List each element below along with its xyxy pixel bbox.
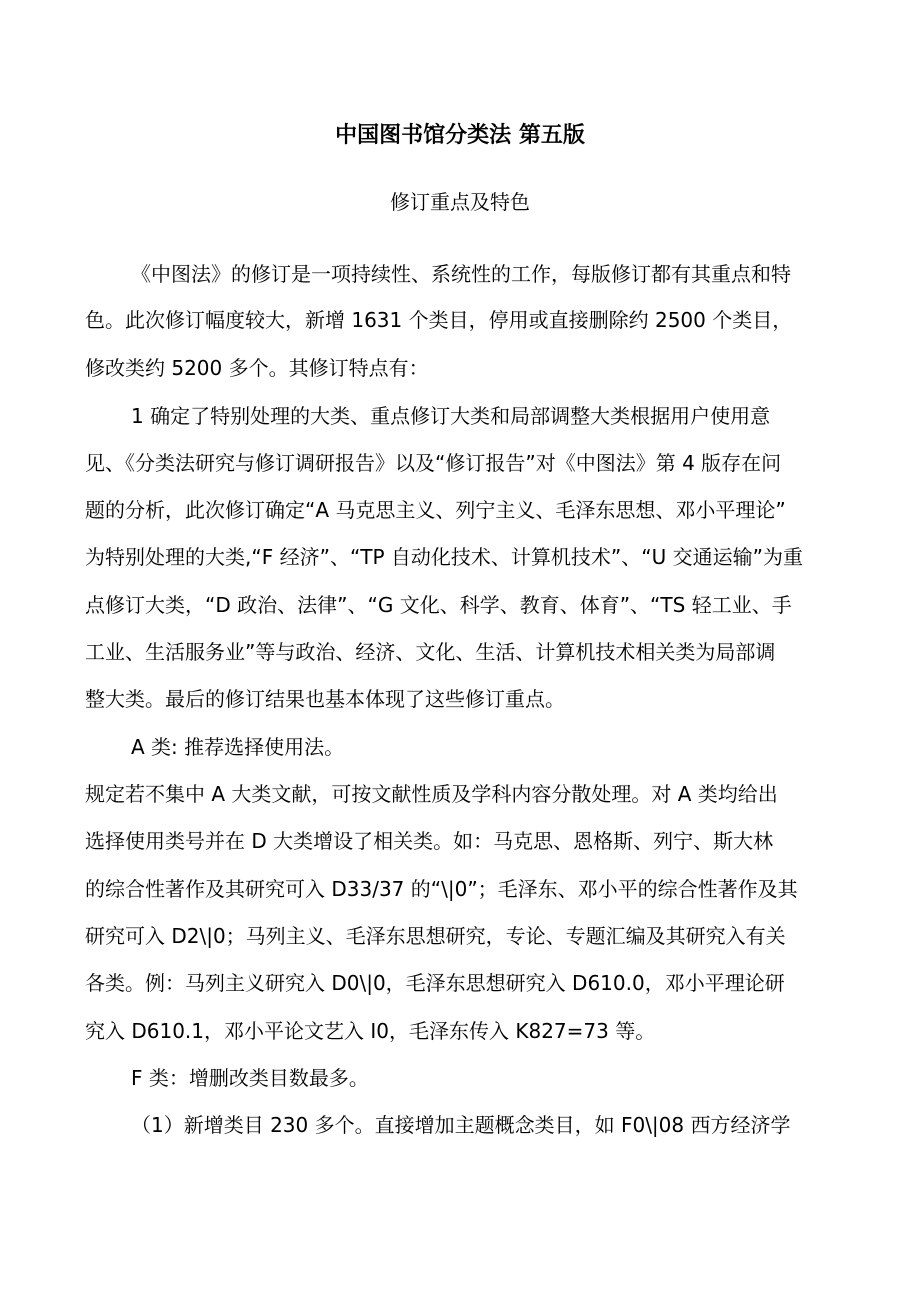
paragraph-line: 见、《分类法研究与修订调研报告》以及“修订报告”对《中图法》第 4 版存在问 (85, 451, 782, 475)
paragraph-line: F 类：增删改类目数最多。 (131, 1066, 369, 1090)
paragraph-line: 1 确定了特别处理的大类、重点修订大类和局部调整大类根据用户使用意 (131, 404, 771, 428)
document-subtitle: 修订重点及特色 (390, 190, 530, 214)
paragraph-line: 各类。例：马列主义研究入 D0\|0，毛泽东思想研究入 D610.0，邓小平理论研 (85, 971, 785, 995)
paragraph-line: 色。此次修订幅度较大，新增 1631 个类目，停用或直接删除约 2500 个类目， (85, 308, 793, 332)
paragraph-line: 研究可入 D2\|0；马列主义、毛泽东思想研究，专论、专题汇编及其研究入有关 (85, 924, 786, 948)
paragraph-line: 为特别处理的大类,“F 经济”、“TP 自动化技术、计算机技术”、“U 交通运输”为重 (85, 545, 804, 569)
paragraph-line: （1）新增类目 230 多个。直接增加主题概念类目，如 F0\|08 西方经济学 (131, 1113, 791, 1137)
paragraph-line: A 类: 推荐选择使用法。 (131, 735, 345, 759)
document-title: 中国图书馆分类法 第五版 (335, 123, 585, 148)
paragraph-line: 《中图法》的修订是一项持续性、系统性的工作，每版修订都有其重点和特 (131, 262, 791, 286)
paragraph-line: 规定若不集中 A 大类文献，可按文献性质及学科内容分散处理。对 A 类均给出 (85, 782, 778, 806)
paragraph-line: 题的分析，此次修订确定“A 马克思主义、列宁主义、毛泽东思想、邓小平理论” (85, 498, 786, 522)
paragraph-line: 选择使用类号并在 D 大类增设了相关类。如：马克思、恩格斯、列宁、斯大林 (85, 829, 774, 853)
paragraph-line: 点修订大类，“D 政治、法律”、“G 文化、科学、教育、体育”、“TS 轻工业、手 (85, 593, 792, 617)
paragraph-line: 整大类。最后的修订结果也基本体现了这些修订重点。 (85, 687, 565, 711)
paragraph-line: 工业、生活服务业”等与政治、经济、文化、生活、计算机技术相关类为局部调 (85, 640, 776, 664)
paragraph-line: 的综合性著作及其研究可入 D33/37 的“\|0”；毛泽东、邓小平的综合性著作及其 (85, 877, 798, 901)
paragraph-line: 究入 D610.1，邓小平论文艺入 I0，毛泽东传入 K827=73 等。 (85, 1019, 656, 1043)
paragraph-line: 修改类约 5200 多个。其修订特点有： (85, 356, 429, 380)
